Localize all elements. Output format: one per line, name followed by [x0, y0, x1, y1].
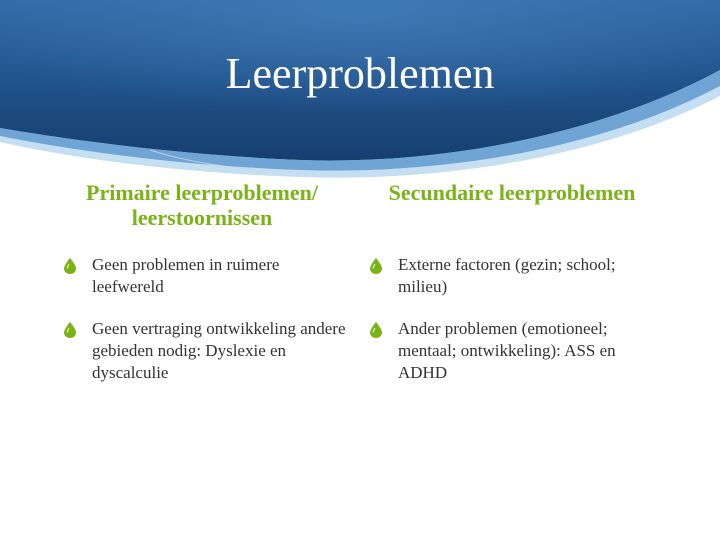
drop-icon — [370, 322, 382, 338]
left-bullet-list — [64, 254, 354, 404]
slide-title: Leerproblemen — [225, 49, 495, 98]
list-item — [370, 254, 660, 298]
left-heading-line1: Primaire leerproblemen/ — [86, 180, 318, 205]
drop-icon — [64, 322, 76, 338]
left-column-heading — [62, 180, 342, 230]
drop-icon — [370, 258, 382, 274]
bullet-text: Externe factoren (gezin; school; milieu) — [398, 255, 616, 296]
bullet-text: Geen vertraging ontwikkeling andere gebieden nodig: Dyslexie en dyscalculie — [92, 319, 346, 382]
right-column-heading: Secundaire leerproblemen — [388, 180, 636, 205]
list-item — [370, 318, 660, 384]
right-bullet-list — [370, 254, 660, 404]
bullet-text: Geen problemen in ruimere leefwereld — [92, 255, 280, 296]
left-heading-line2: leerstoornissen — [131, 205, 273, 230]
drop-icon — [64, 258, 76, 274]
list-item — [64, 254, 354, 298]
header-wave-background — [0, 0, 720, 200]
list-item — [64, 318, 354, 384]
bullet-text: Ander problemen (emotioneel; mentaal; ontwikkeling): ASS en ADHD — [398, 319, 616, 382]
